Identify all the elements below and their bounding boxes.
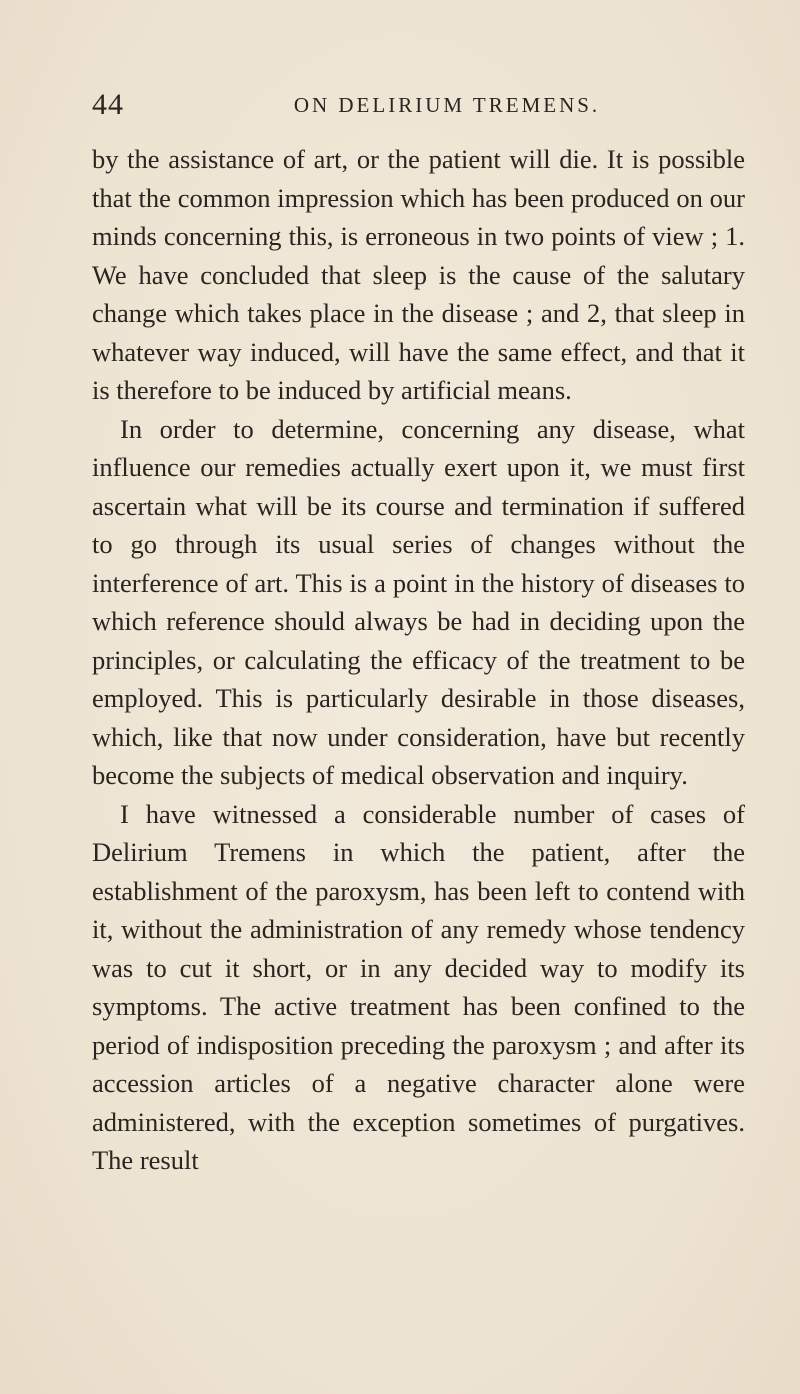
running-head: ON DELIRIUM TREMENS. <box>293 93 601 117</box>
page-number: 44 <box>92 88 124 121</box>
paragraph: I have witnessed a considerable number of cases of Delirium Tremens in which the patient, after the establishment of the paroxysm, has been left to contend with it, without the administration of any remedy whose tendency was to cut it short, or in any decided way to modify its symptoms. The active treatment has been confined to the period of indisposition preceding the paroxysm ; and after its accession articles of a negative character alone were administered, with the exception sometimes of purgatives. The result <box>92 798 745 1175</box>
paragraph: In order to determine, concerning any disease, what influence our remedies actually exert upon it, we must first ascertain what will be its course and termination if suffered to go through its usual series of changes without the interference of art. This is a point in the history of diseases to which reference should always be had in deciding upon the principles, or calculating the efficacy of the treatment to be employed. This is particularly desirable in those diseases, which, like that now under consideration, have but recently become the subjects of medical observation and inquiry. <box>92 413 745 790</box>
page-header <box>92 88 742 128</box>
body-text <box>92 140 745 1180</box>
paragraph-continuation: by the assistance of art, or the patient will die. It is possible that the common impression which has been produced on our minds concerning this, is erroneous in two points of view ; 1. We have concluded that sleep is the cause of the salutary change which takes place in the disease ; and 2, that sleep in whatever way induced, will have the same effect, and that it is therefore to be induced by artificial means. <box>92 144 745 405</box>
